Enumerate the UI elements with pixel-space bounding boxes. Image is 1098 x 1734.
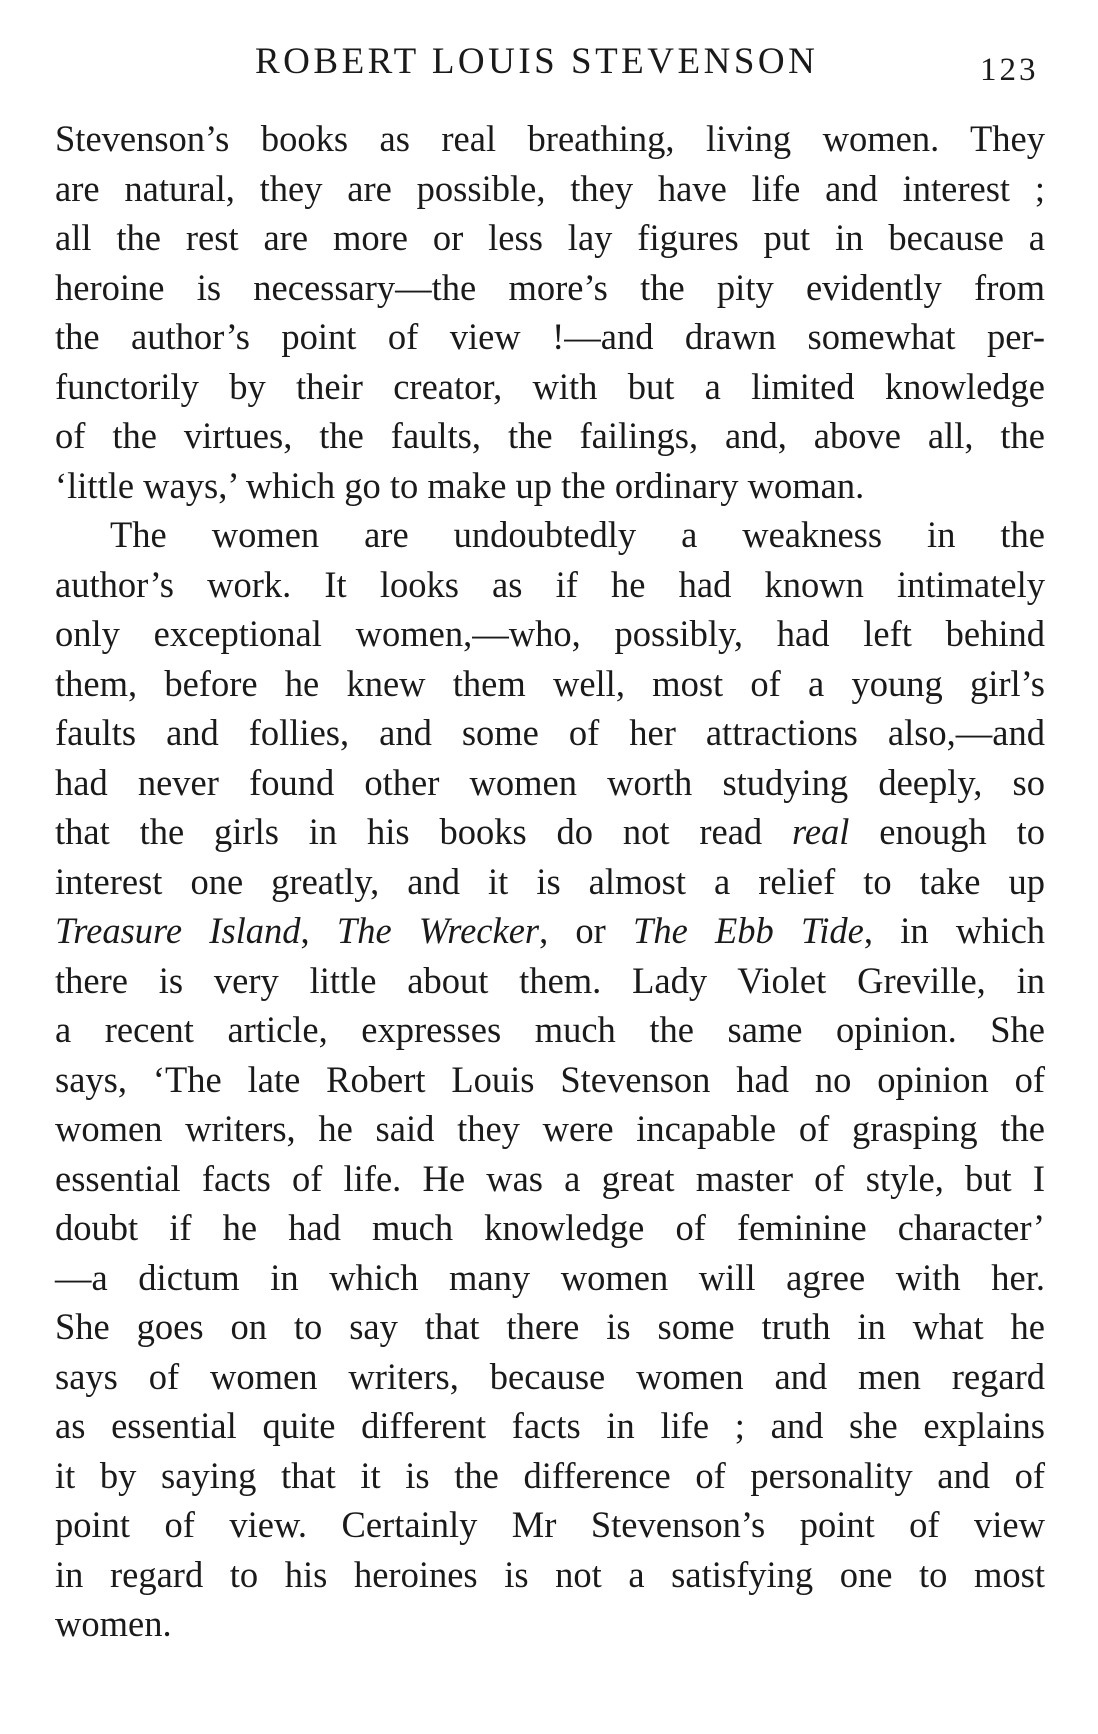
text-line: essential facts of life. He was a great master of style, but I <box>55 1157 1045 1199</box>
text-line: only exceptional women,—who, possibly, had left behind <box>55 613 1045 654</box>
text-line: heroine is necessary—the more’s the pity evidently from <box>55 266 1045 308</box>
book-title-the-wrecker: The Wrecker <box>336 910 540 951</box>
text-line: —a dictum in which many women will agree with her. <box>55 1256 1045 1298</box>
book-title-treasure-island: Treasure Island <box>55 910 301 951</box>
text-fragment: enough to <box>849 811 1045 852</box>
text-line: of the virtues, the faults, the failings, and, above all, the <box>55 415 1045 456</box>
text-line: says of women writers, because women and men regard <box>55 1355 1045 1397</box>
emphasis-real: real <box>792 811 850 852</box>
text-line: ‘little ways,’ which go to make up the ordinary woman. <box>55 464 865 506</box>
text-fragment: , <box>300 910 337 951</box>
text-line: Stevenson’s books as real breathing, living women. They <box>55 118 1045 159</box>
text-line: point of view. Certainly Mr Stevenson’s point of view <box>55 1504 1045 1545</box>
page-body <box>55 114 1045 1649</box>
text-line: the author’s point of view !—and drawn somewhat per- <box>55 316 1045 357</box>
text-fragment: , in which <box>863 910 1046 951</box>
text-line: faults and follies, and some of her attractions also,—and <box>55 712 1045 753</box>
text-line-with-titles <box>55 906 1045 956</box>
text-line: a recent article, expresses much the same opinion. She <box>55 1009 1045 1050</box>
text-line: it by saying that it is the difference of personality and of <box>55 1454 1045 1496</box>
text-line: functorily by their creator, with but a limited knowledge <box>55 365 1045 407</box>
page-number: 123 <box>980 52 1039 88</box>
text-line: The women are undoubtedly a weakness in the <box>110 514 1045 555</box>
text-line: as essential quite different facts in life ; and she explains <box>55 1405 1045 1446</box>
text-line: She goes on to say that there is some truth in what he <box>55 1306 1045 1347</box>
text-line: there is very little about them. Lady Violet Greville, in <box>55 959 1045 1001</box>
text-line: women. <box>55 1603 172 1644</box>
text-line: author’s work. It looks as if he had known intimately <box>55 563 1045 605</box>
text-line: are natural, they are possible, they have life and interest ; <box>55 167 1045 209</box>
text-line: in regard to his heroines is not a satisfying one to most <box>55 1553 1045 1595</box>
text-line: interest one greatly, and it is almost a relief to take up <box>55 860 1045 902</box>
text-fragment: , or <box>539 910 634 951</box>
book-title-the-ebb-tide: The Ebb Tide <box>633 910 864 951</box>
text-line-with-emphasis <box>55 807 1045 857</box>
paragraph-2 <box>55 510 1045 1649</box>
text-line: them, before he knew them well, most of a young girl’s <box>55 662 1045 704</box>
text-line: all the rest are more or less lay figures put in because a <box>55 217 1045 258</box>
text-line: says, ‘The late Robert Louis Stevenson had no opinion of <box>55 1058 1045 1100</box>
text-line: women writers, he said they were incapable of grasping the <box>55 1108 1045 1149</box>
text-line: doubt if he had much knowledge of feminine character’ <box>55 1207 1045 1248</box>
running-title: ROBERT LOUIS STEVENSON <box>255 41 819 82</box>
paragraph-1 <box>55 114 1045 510</box>
text-fragment: that the girls in his books do not read <box>55 811 792 852</box>
text-line: had never found other women worth studying deeply, so <box>55 761 1045 803</box>
